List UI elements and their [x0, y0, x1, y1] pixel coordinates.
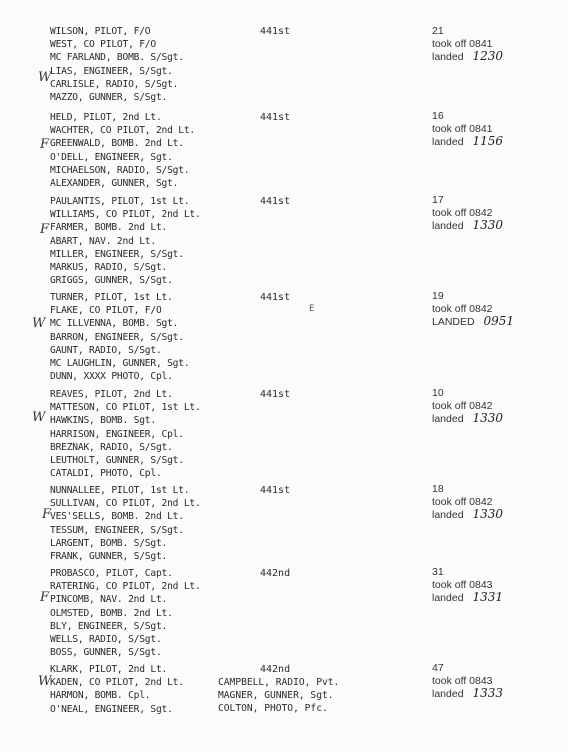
aircraft-number: 17: [432, 194, 444, 206]
crew-line: KADEN, CO PILOT, 2nd Lt.: [50, 677, 184, 689]
handwritten-mark: F: [40, 222, 50, 237]
landed-label: landed: [432, 220, 464, 233]
crew-line: O'DELL, ENGINEER, Sgt.: [50, 151, 173, 163]
crew-line: MARKUS, RADIO, S/Sgt.: [50, 262, 168, 274]
crew-line: HARMON, BOMB. Cpl.: [50, 690, 151, 702]
took-off-text: took off 0842: [432, 302, 493, 315]
aircraft-number: 21: [432, 25, 444, 37]
handwritten-mark: W: [38, 674, 52, 689]
handwritten-mark: W: [38, 70, 52, 85]
crew-line: RATERING, CO PILOT, 2nd Lt.: [50, 581, 201, 593]
landed-time: 1331: [472, 590, 503, 605]
took-off-text: took off 0841: [432, 122, 493, 135]
squadron-label: 441st: [260, 292, 291, 303]
crew-line: WEST, CO PILOT, F/O: [50, 39, 156, 51]
crew-line: SULLIVAN, CO PILOT, 2nd Lt.: [50, 498, 201, 510]
aircraft-number: 47: [432, 662, 444, 674]
took-off-text: took off 0842: [432, 206, 493, 219]
landed-label: landed: [432, 509, 464, 522]
crew-line: FRANK, GUNNER, S/Sgt.: [50, 551, 168, 563]
landed-label: landed: [432, 413, 464, 426]
crew-line: FARMER, BOMB. 2nd Lt.: [50, 222, 168, 234]
crew-line: HAWKINS, BOMB. Sgt.: [50, 415, 156, 427]
squadron-label: 441st: [260, 112, 291, 123]
crew-line: VES'SELLS, BOMB. 2nd Lt.: [50, 511, 184, 523]
handwritten-mark: W: [32, 316, 46, 331]
squadron-label: 441st: [260, 485, 291, 496]
took-off-text: took off 0842: [432, 399, 493, 412]
aircraft-number: 16: [432, 110, 444, 122]
aircraft-number: 19: [432, 290, 444, 302]
crew-list-8-extra: [218, 676, 339, 716]
crew-line: MAZZO, GUNNER, S/Sgt.: [50, 92, 168, 104]
handwritten-mark: F: [40, 590, 50, 605]
crew-line: GAUNT, RADIO, S/Sgt.: [50, 344, 162, 356]
crew-line: BREZNAK, RADIO, S/Sgt.: [50, 441, 173, 453]
crew-line: WACHTER, CO PILOT, 2nd Lt.: [50, 125, 195, 137]
crew-line: LEUTHOLT, GUNNER, S/Sgt.: [50, 455, 184, 467]
landed-time: 0951: [483, 314, 515, 329]
crew-line: KLARK, PILOT, 2nd Lt.: [50, 664, 168, 675]
squadron-label: 441st: [260, 26, 291, 37]
crew-list-5: [50, 388, 280, 480]
crew-line: REAVES, PILOT, 2nd Lt.: [50, 389, 173, 400]
crew-line: GREENWALD, BOMB. 2nd Lt.: [50, 138, 184, 150]
handwritten-mark: F: [42, 507, 52, 522]
squadron-label: 441st: [260, 389, 291, 400]
crew-line: HARRISON, ENGINEER, Cpl.: [50, 428, 184, 440]
crew-line: LIAS, ENGINEER, S/Sgt.: [50, 65, 173, 77]
stray-mark: E: [309, 304, 315, 314]
landed-label: landed: [432, 51, 464, 64]
flight-info-3: [432, 194, 503, 233]
took-off-text: took off 0842: [432, 495, 493, 508]
flight-info-8: [432, 662, 503, 701]
crew-line: WILSON, PILOT, F/O: [50, 26, 151, 37]
flight-info-2: [432, 110, 503, 149]
crew-list-6: [50, 484, 280, 563]
landed-label: landed: [432, 592, 464, 605]
crew-line: MC ILLVENNA, BOMB. Sgt.: [50, 318, 179, 330]
crew-list-3: [50, 195, 280, 287]
landed-time: 1330: [472, 507, 503, 522]
crew-line: TURNER, PILOT, 1st Lt.: [50, 292, 173, 303]
landed-label: landed: [432, 136, 464, 149]
took-off-text: took off 0843: [432, 578, 493, 591]
landed-label: landed: [432, 688, 464, 701]
crew-line: COLTON, PHOTO, Pfc.: [218, 703, 328, 715]
crew-line: OLMSTED, BOMB. 2nd Lt.: [50, 607, 173, 619]
flight-info-4: [432, 290, 514, 329]
crew-line: CATALDI, PHOTO, Cpl.: [50, 468, 162, 480]
handwritten-mark: F: [40, 137, 50, 152]
crew-line: PINCOMB, NAV. 2nd Lt.: [50, 594, 168, 606]
crew-line: HELD, PILOT, 2nd Lt.: [50, 112, 162, 123]
took-off-text: took off 0843: [432, 674, 493, 687]
crew-line: WILLIAMS, CO PILOT, 2nd Lt.: [50, 209, 201, 221]
crew-line: MC LAUGHLIN, GUNNER, Sgt.: [50, 358, 190, 370]
crew-line: MATTESON, CO PILOT, 1st Lt.: [50, 402, 201, 414]
aircraft-number: 10: [432, 387, 444, 399]
crew-line: LARGENT, BOMB. S/Sgt.: [50, 537, 168, 549]
flight-info-1: [432, 25, 503, 64]
crew-list-4: [50, 291, 280, 383]
landed-time: 1330: [472, 411, 503, 426]
aircraft-number: 31: [432, 566, 444, 578]
crew-line: ABART, NAV. 2nd Lt.: [50, 235, 156, 247]
crew-line: WELLS, RADIO, S/Sgt.: [50, 634, 162, 646]
crew-line: NUNNALLEE, PILOT, 1st Lt.: [50, 485, 190, 496]
landed-time: 1156: [472, 134, 503, 149]
crew-line: TESSUM, ENGINEER, S/Sgt.: [50, 524, 184, 536]
crew-line: MC FARLAND, BOMB. S/Sgt.: [50, 52, 184, 64]
handwritten-mark: W: [32, 410, 46, 425]
crew-line: FLAKE, CO PILOT, F/O: [50, 305, 162, 317]
crew-line: DUNN, XXXX PHOTO, Cpl.: [50, 371, 173, 383]
crew-line: MICHAELSON, RADIO, S/Sgt.: [50, 164, 190, 176]
crew-list-7: [50, 567, 280, 659]
landed-label: LANDED: [432, 316, 475, 329]
crew-line: ALEXANDER, GUNNER, Sgt.: [50, 178, 179, 190]
squadron-label: 442nd: [260, 664, 291, 675]
flight-info-5: [432, 387, 503, 426]
crew-line: BLY, ENGINEER, S/Sgt.: [50, 620, 168, 632]
flight-info-6: [432, 483, 503, 522]
aircraft-number: 18: [432, 483, 444, 495]
crew-line: O'NEAL, ENGINEER, Sgt.: [50, 703, 173, 715]
crew-line: BOSS, GUNNER, S/Sgt.: [50, 647, 162, 659]
crew-list-2: [50, 111, 280, 190]
took-off-text: took off 0841: [432, 37, 493, 50]
landed-time: 1330: [472, 218, 503, 233]
crew-list-1: [50, 25, 280, 104]
crew-line: MAGNER, GUNNER, Sgt.: [218, 690, 334, 702]
crew-line: MILLER, ENGINEER, S/Sgt.: [50, 248, 184, 260]
crew-line: CARLISLE, RADIO, S/Sgt.: [50, 78, 179, 90]
flight-info-7: [432, 566, 503, 605]
crew-line: BARRON, ENGINEER, S/Sgt.: [50, 331, 184, 343]
squadron-label: 442nd: [260, 568, 291, 579]
crew-line: GRIGGS, GUNNER, S/Sgt.: [50, 275, 173, 287]
landed-time: 1333: [472, 686, 503, 701]
squadron-label: 441st: [260, 196, 291, 207]
landed-time: 1230: [472, 49, 503, 64]
crew-line: PAULANTIS, PILOT, 1st Lt.: [50, 196, 190, 207]
crew-line: CAMPBELL, RADIO, Pvt.: [218, 677, 340, 688]
crew-line: PROBASCO, PILOT, Capt.: [50, 568, 173, 579]
